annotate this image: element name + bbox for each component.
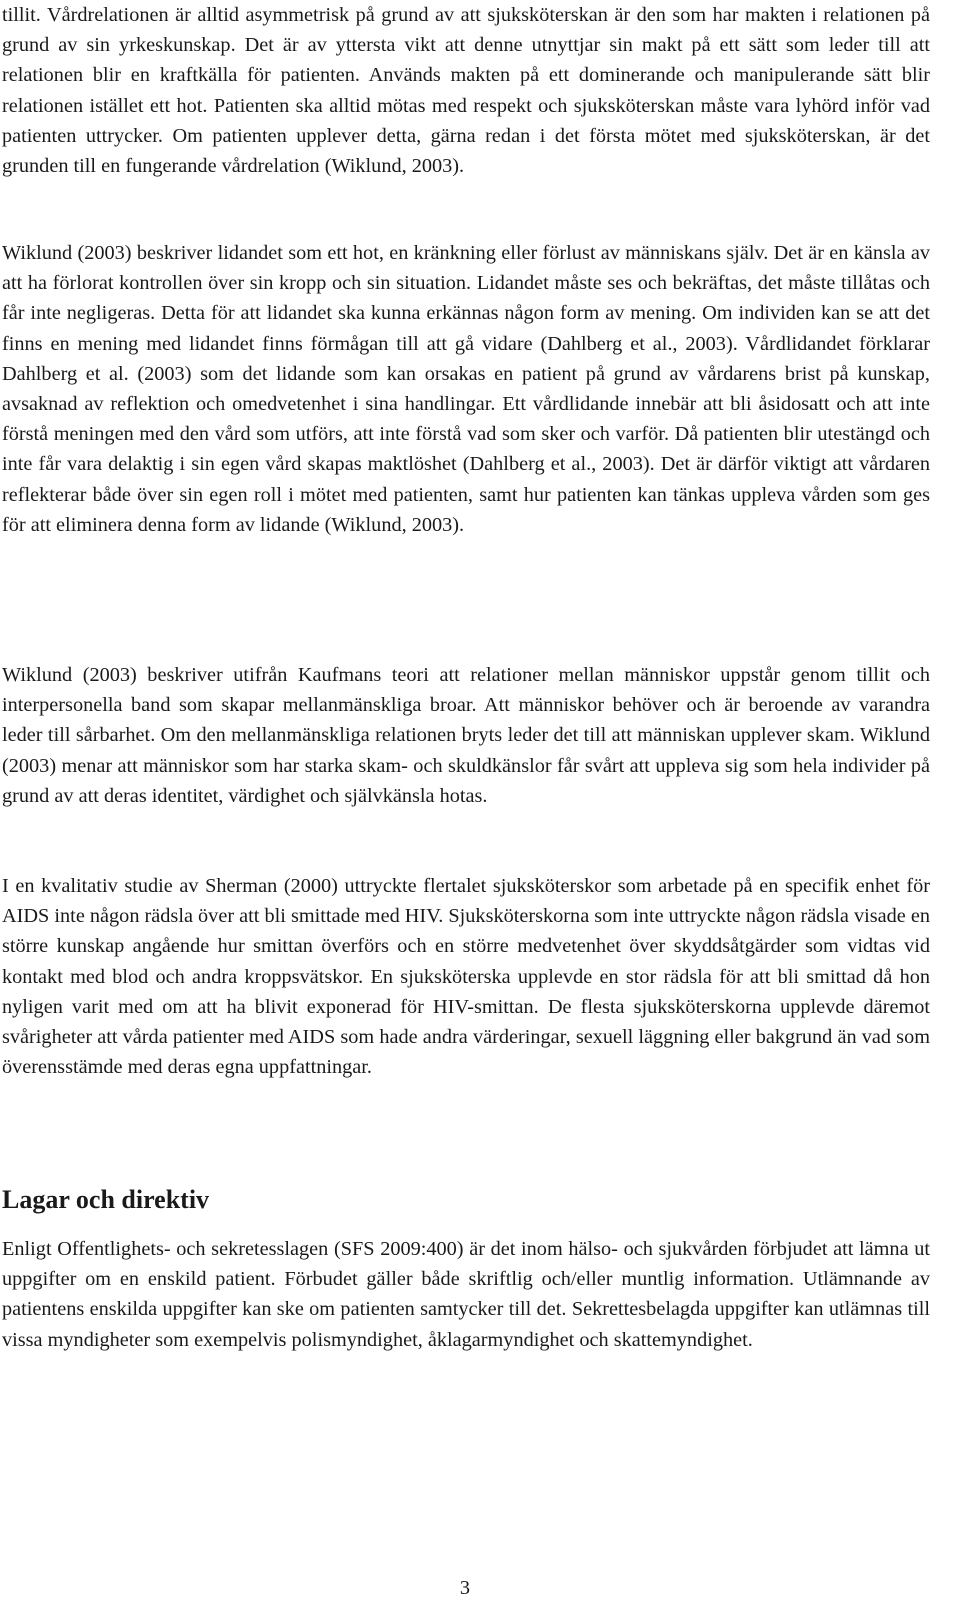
paragraph-vardrelation [2,0,930,181]
paragraph-sherman-study: I en kvalitativ studie av Sherman (2000) uttryckte flertalet sjuksköterskor som arbetade på en specifik enhet för AIDS inte någon rädsla över att bli smittade med HIV. Sjuksköterskorna som inte uttryckte någon rädsla visade en större kunskap angående hur smittan överförs och en större medvetenhet över skyddsåtgärder som vidtas vid kontakt med blod och andra kroppsvätskor. En sjuksköterska upplevde en stor rädsla för att bli smittad då hon nyligen varit med om att ha blivit exponerad för HIV-smittan. De flesta sjuksköterskorna upplevde däremot svårigheter att vårda patienter med AIDS som hade andra värderingar, sexuell läggning eller bakgrund än vad som överensstämde med deras egna uppfattningar. [2,875,930,1079]
section-heading: Lagar och direktiv [2,1185,210,1214]
page-number: 3 [459,1577,471,1599]
paragraph-kaufman: Wiklund (2003) beskriver utifrån Kaufmans teori att relationer mellan människor uppstår genom tillit och interpersonella band som skapar mellanmänskliga broar. Att människor behöver och är beroende av varandra leder till sårbarhet. Om den mellanmänskliga relationen bryts leder det till att människan upplever skam. Wiklund (2003) menar att människor som har starka skam- och skuldkänslor får svårt att uppleva sig som hela individer på grund av att deras identitet, värdighet och självkänsla hotas. [2,664,930,807]
paragraph-lidande: Wiklund (2003) beskriver lidandet som ett hot, en kränkning eller förlust av människans själv. Det är en känsla av att ha förlorat kontrollen över sin kropp och sin situation. Lidandet måste ses och bekräftas, det måste tillåtas och får inte negligeras. Detta för att lidandet ska kunna erkännas någon form av mening. Om individen kan se att det finns en mening med lidandet finns förmågan till att gå vidare (Dahlberg et al., 2003). Vårdlidandet förklarar Dahlberg et al. (2003) som det lidande som kan orsakas en patient på grund av vårdarens brist på kunskap, avsaknad av reflektion och omedvetenhet i sina handlingar. Ett vårdlidande innebär att bli åsidosatt och att inte förstå meningen med den vård som utförs, att inte förstå vad som sker och varför. Då patienten blir utestängd och inte får vara delaktig i sin egen vård skapas maktlöshet (Dahlberg et al., 2003). Det är därför viktigt att vårdaren reflekterar både över sin egen roll i mötet med patienten, samt hur patienten kan tänkas uppleva vården som ges för att eliminera denna form av lidande (Wiklund, 2003). [2,242,930,536]
paragraph-vardrelation-text: tillit. Vårdrelationen är alltid asymmetrisk på grund av att sjuksköterskan är den som har makten i relationen på grund av sin yrkeskunskap. Det är av yttersta vikt att denne utnyttjar sin makt på ett sätt som leder till att relationen blir en kraftkälla för patienten. Används makten på ett dominerande och manipulerande sätt blir relationen istället ett hot. Patienten ska alltid mötas med respekt och sjuksköterskan måste vara lyhörd inför vad patienten uttrycker. Om patienten upplever detta, gärna redan i det första mötet med sjuksköterskan, är det grunden till en fungerande vårdrelation (Wiklund, 2003). [2,4,930,178]
paragraph-sekretesslagen: Enligt Offentlighets- och sekretesslagen (SFS 2009:400) är det inom hälso- och sjukvården förbjudet att lämna ut uppgifter om en enskild patient. Förbudet gäller både skriftlig och/eller muntlig information. Utlämnande av patientens enskilda uppgifter kan ske om patienten samtycker till det. Sekrettesbelagda uppgifter kan utlämnas till vissa myndigheter som exempelvis polismyndighet, åklagarmyndighet och skattemyndighet. [2,1238,930,1351]
